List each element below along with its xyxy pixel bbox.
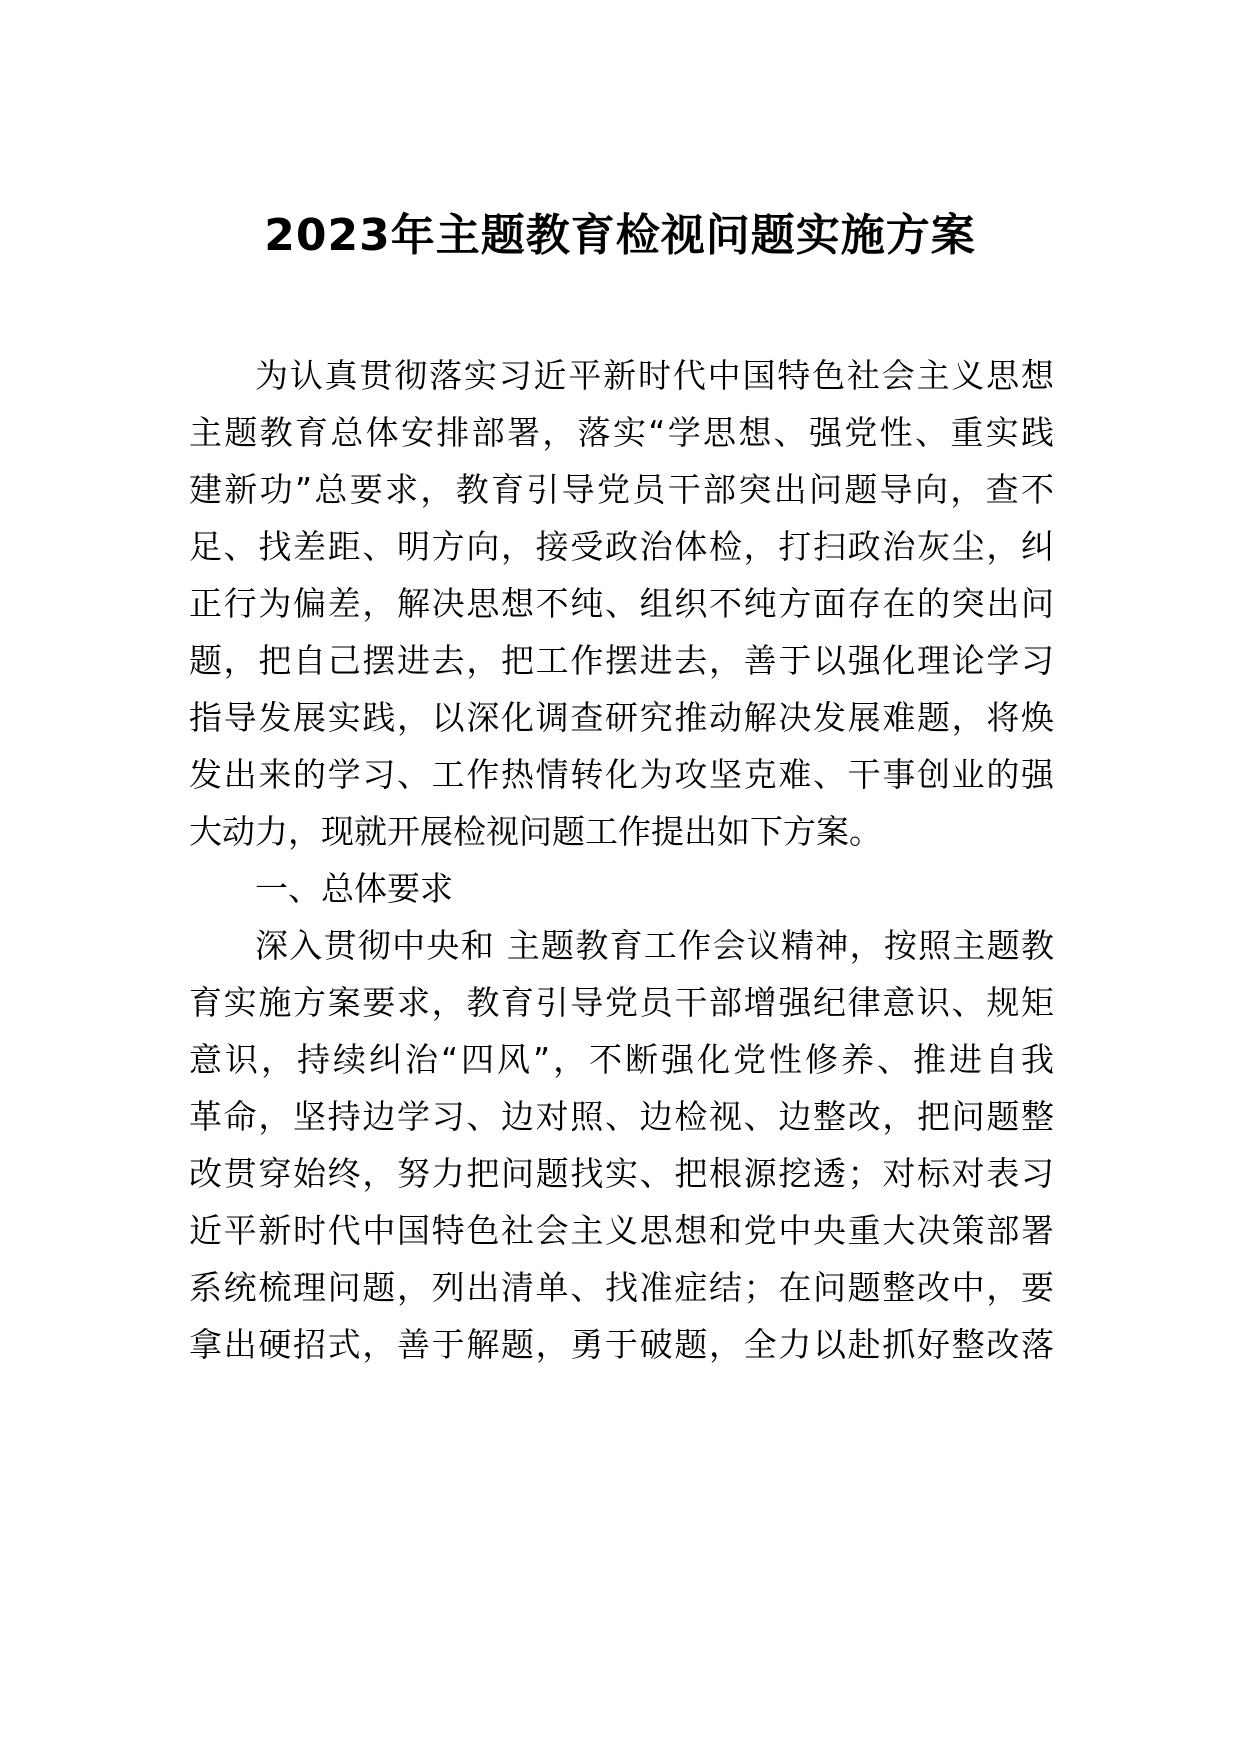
- paragraph-2-line-2: 育实施方案要求，教育引导党员干部增强纪律意识、规矩: [189, 983, 1054, 1022]
- paragraph-2-line-1: 深入贯彻中央和 主题教育工作会议精神，按照主题教: [255, 926, 1054, 965]
- paragraph-1-line-1: 为认真贯彻落实习近平新时代中国特色社会主义思想: [255, 356, 1054, 395]
- paragraph-2-line-6: 近平新时代中国特色社会主义思想和党中央重大决策部署: [189, 1211, 1054, 1250]
- paragraph-1-line-3: 建新功”总要求，教育引导党员干部突出问题导向，查不: [189, 470, 1054, 509]
- paragraph-1-line-9: 大动力，现就开展检视问题工作提出如下方案。: [189, 812, 882, 851]
- paragraph-1-line-6: 题，把自己摆进去，把工作摆进去，善于以强化理论学习: [189, 641, 1054, 680]
- paragraph-2-line-3: 意识，持续纠治“四风”，不断强化党性修养、推进自我: [189, 1040, 1054, 1079]
- paragraph-1-line-7: 指导发展实践，以深化调查研究推动解决发展难题，将焕: [189, 698, 1054, 737]
- document-title: 2023年主题教育检视问题实施方案: [264, 210, 976, 261]
- paragraph-2-line-8: 拿出硬招式，善于解题，勇于破题，全力以赴抓好整改落: [189, 1325, 1054, 1364]
- paragraph-2-line-4: 革命，坚持边学习、边对照、边检视、边整改，把问题整: [189, 1097, 1054, 1136]
- paragraph-1-line-5: 正行为偏差，解决思想不纯、组织不纯方面存在的突出问: [189, 584, 1054, 623]
- paragraph-2-line-7: 系统梳理问题，列出清单、找准症结；在问题整改中，要: [189, 1268, 1054, 1307]
- paragraph-1-line-8: 发出来的学习、工作热情转化为攻坚克难、干事创业的强: [189, 755, 1054, 794]
- paragraph-2-line-5: 改贯穿始终，努力把问题找实、把根源挖透；对标对表习: [189, 1154, 1054, 1193]
- paragraph-1-line-2: 主题教育总体安排部署，落实“学思想、强党性、重实践: [189, 413, 1054, 452]
- paragraph-1-line-4: 足、找差距、明方向，接受政治体检，打扫政治灰尘，纠: [189, 527, 1054, 566]
- section-heading: 一、总体要求: [255, 869, 453, 908]
